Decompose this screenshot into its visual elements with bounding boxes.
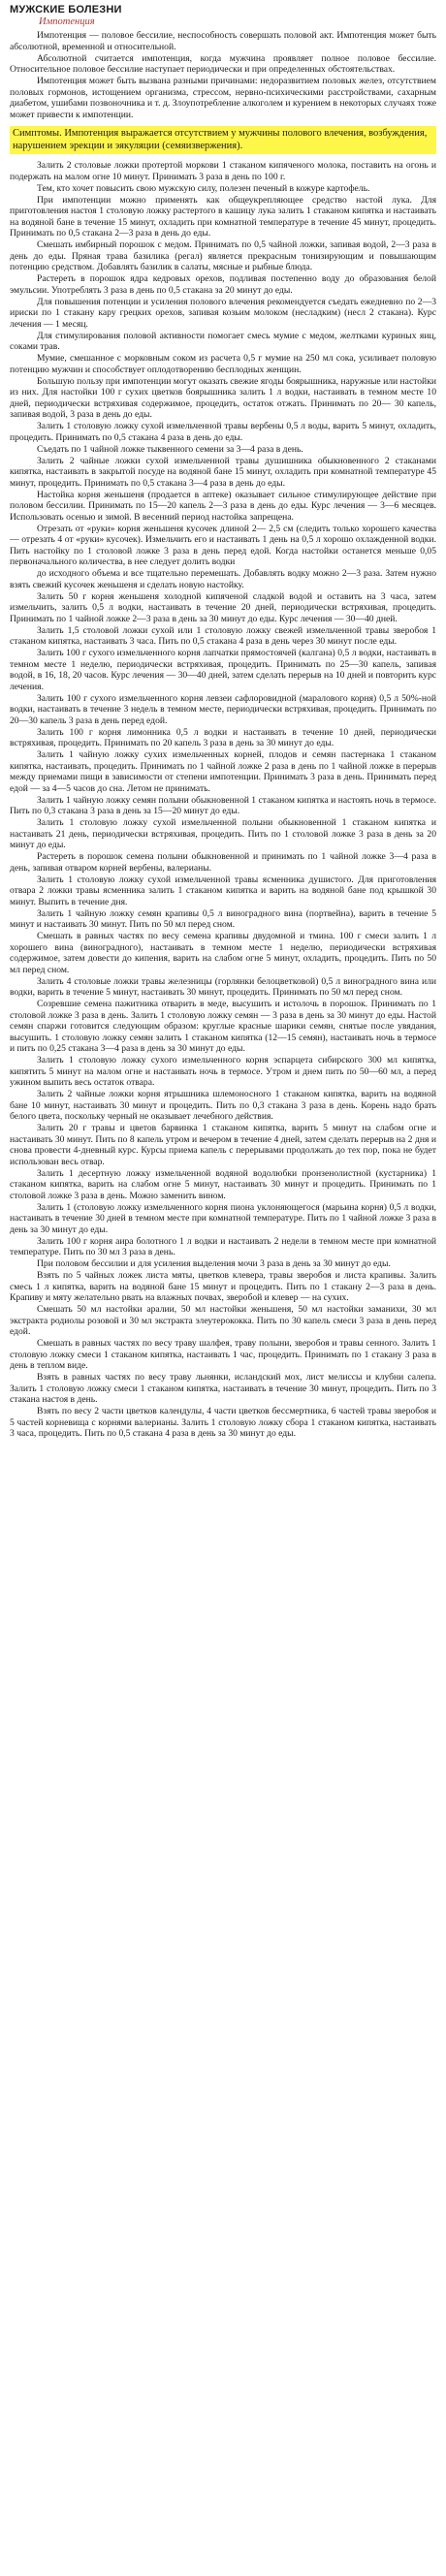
remedy-paragraph: При половом бессилии и для усиления выделения мочи 3 раза в день за 30 минут до еды. xyxy=(37,1258,391,1269)
remedy-paragraph: Залить 100 г сухого измельченного корня лапчатки прямостоячей (калгана) 0,5 л водки, настаивать в темном месте 1 неделю, периодически встряхивая, процедить. Принимать по 25—30 капель, запивая водой, в 16, 18, 20 часов. Курс лечения — 30—40 дней, затем сделать перерыв на 10 дней и повторить курс лечения. xyxy=(10,648,436,692)
remedy-paragraph: Отрезать от «руки» корня женьшеня кусочек длиной 2— 2,5 см (следить только хорошего качества — отрезать 4 от «руки» кусочек). Измельчить его и настаивать 1 день на 0,5 л хорошо охлажденной водки. Пить настойку по 1 столовой ложке 3 раза в день перед едой. Когда настойки останется меньше 0,05 первоначального количества, в нее следует долить водки xyxy=(10,523,436,567)
remedy-paragraph: Залить 1 чайную ложку сухих измельченных корней, плодов и семян пастернака 1 стаканом кипятка, настаивать, процедить. Принимать по 1 чайной ложке 2 раза в день по 1 чайной ложке в перерыв между приемами пищи в зависимости от степени импотенции. Принимать 3 раза в день. Принимать перед едой — за 4—5 часов до сна. Летом не принимать. xyxy=(10,749,436,794)
remedy-paragraph: Смешать в равных частях по весу семена крапивы двудомной и тмина. 100 г смеси залить 1 л хорошего вина (виноградного), настаивать в темном месте 1 неделю, периодически встряхивая содержимое, затем довести до кипения, варить на слабом огне 5 минут, охладить, процедить. Пить по 50 мл перед сном. xyxy=(10,931,436,975)
remedy-paragraph: Залить 1 столовую ложку сухой измельченной травы ясменника душистого. Для приготовления отвара 2 ложки травы ясменника залить 1 стаканом кипятка и варить на водяной бане под крышкой 30 минут. Выпить в течение дня. xyxy=(10,874,436,907)
remedy-paragraph: Залить 1,5 столовой ложки сухой или 1 столовую ложку свежей измельченной травы зверобоя 1 стаканом кипятка, настаивать 3 часа. Пить по 0,5 стакана 4 раза в день через 30 минут после еды. xyxy=(10,624,436,647)
remedy-paragraph: Для повышения потенции и усиления полового влечения рекомендуется съедать ежедневно по 2—3 ириски по 1 стакану кару грецких орехов, запивая козьим молоком (несладким) (несл 2 стакана). Курс лечения — 1 месяц. xyxy=(10,296,436,330)
remedy-paragraph: Залить 2 столовые ложки протертой моркови 1 стаканом кипяченого молока, поставить на огонь и подержать на малом огне 10 минут. Принимать 3 раза в день по 100 г. xyxy=(10,160,436,182)
remedy-paragraph: Созревшие семена пажитника отварить в меде, высушить и истолочь в порошок. Принимать по 1 столовой ложке 3 раза в день. Залить 1 столовую ложку семян — 3 раза в день за 30 минут до еды. Настой семян спаржи готовится следующим образом: круглые красные шарики семян, снятые после увядания, высушить. 1 столовую ложку семян залить 1 стаканом кипятка (12—15 семян), настаивать ночь в термосе и пить по 0,25 стакана 3—4 раза в день за 30 минут до еды. xyxy=(10,999,436,1054)
remedy-paragraph: Взять по 5 чайных ложек листа мяты, цветков клевера, травы зверобоя и листа крапивы. Залить смесь 1 л кипятка, варить на водяной бане 15 минут и процедить. Пить по 1 стакану 2—3 раза в день. Крапиву и мяту желательно рвать на влажных почвах, зверобой и клевер — на сухих. xyxy=(10,1270,436,1303)
remedy-paragraph: Большую пользу при импотенции могут оказать свежие ягоды боярышника, наружные или настойки из них. Для настойки 100 г сухих цветков боярышника залить 1 л водки, настаивать в темном месте 10 дней, периодически встряхивая содержимое, процедить, остаток отжать. Принимать по 20— 30 капель, запивая водой, 3 раза в день до еды. xyxy=(10,375,436,420)
remedy-paragraph: Залить 1 десертную ложку измельченной водяной водолюбки пронзенолистной (кустарника) 1 стаканом кипятка, варить на слабом огне 5 минут, настаивать 30 минут и процедить. Принимать по 1 столовой ложке 3 раза в день. Можно заменить вином. xyxy=(10,1167,436,1201)
remedy-paragraph: Залить 50 г корня женьшеня холодной кипяченой сладкой водой и оставить на 3 часа, затем измельчить, залить 0,5 л водки, настаивать в течение 20 дней, периодически встряхивая, процедить. Принимать по 1 чайной ложке 2—3 раза в день за 30 минут до еды. Курс лечения — 30—40 дней. xyxy=(10,590,436,624)
intro-paragraph: Импотенция может быть вызвана разными причинами: недоразвитием половых желез, отсутствием половых гормонов, истощением организма, стрессом, нервно-психическими расстройствами, сахарным диабетом, ушибами позвоночника и т. д. Злоупотребление алкоголем и курением в некоторых случаях тоже может привести к импотенции. xyxy=(10,76,436,120)
remedy-paragraph: Мумие, смешанное с морковным соком из расчета 0,5 г мумие на 250 мл сока, усиливает половую потенцию мужчин и способствует оплодотворению бесплодных женщин. xyxy=(10,353,436,375)
remedy-paragraph: до исходного объема и все тщательно перемешать. Добавлять водку можно 2—3 раза. Затем нужно взять свежий кусочек женьшеня и сделать новую настойку. xyxy=(10,568,436,590)
remedy-paragraph: Залить 4 столовые ложки травы железницы (горлянки белоцветковой) 0,5 л виноградного вина или водки, варить в течение 5 минут, настаивать 30 минут, процедить. Принимать по 50 мл перед сном. xyxy=(10,975,436,998)
remedies-list xyxy=(10,160,436,1440)
remedy-paragraph: Смешать имбирный порошок с медом. Принимать по 0,5 чайной ложки, запивая водой, 2—3 раза в день до еды. Пряная трава базилика (регал) является прекрасным тонизирующим и повышающим потенцию средством. Добавлять базилик в салаты, мясные и рыбные блюда. xyxy=(10,239,436,272)
section-subtitle: Импотенция xyxy=(39,16,95,27)
remedy-paragraph: Залить 1 (столовую ложку измельченного корня пиона уклоняющегося (марьина корня) 0,5 л водки, настаивать в течение 30 дней в темном месте при комнатной температуре. Пить по 1 чайной ложке 3 раза в день за 30 минут до еды. xyxy=(10,1201,436,1235)
remedy-paragraph: Залить 100 г сухого измельченного корня левзеи сафлоровидной (маралового корня) 0,5 л 50%-ной водки, настаивать в течение 3 недель в темном месте, периодически встряхивая, процедить. Принимать по 20—30 капель 3 раза в день перед едой. xyxy=(10,692,436,726)
remedy-paragraph: Залить 1 столовую ложку сухой измельченной полыни обыкновенной 1 стаканом кипятка и настаивать 21 день, периодически встряхивая, процедить. Пить по 1 столовой ложке 3 раза в день за 20 минут до еды. xyxy=(10,817,436,850)
remedy-paragraph: Смешать 50 мл настойки аралии, 50 мл настойки женьшеня, 50 мл настойки заманихи, 30 мл экстракта родиолы розовой и 30 мл экстракта элеутерококка. Пить по 30 капель смеси 3 раза в день перед едой. xyxy=(10,1304,436,1337)
remedy-paragraph: Залить 100 г корня аира болотного 1 л водки и настаивать 2 недели в темном месте при комнатной температуре. Пить по 30 мл 3 раза в день. xyxy=(10,1235,436,1257)
remedy-paragraph: Растереть в порошок ядра кедровых орехов, подливая постепенно воду до образования белой эмульсии. Употреблять 3 раза в день по 0,5 стакана за 20 минут до еды. xyxy=(10,273,436,296)
intro-paragraph: Импотенция — половое бессилие, неспособность совершать половой акт. Импотенция может быть абсолютной, временной и относительной. xyxy=(10,30,436,52)
remedy-paragraph: Взять по весу 2 части цветков календулы, 4 части цветков бессмертника, 6 частей травы зверобоя и 5 частей корневища с корнями валерианы. Залить 1 столовую ложку сбора 1 стаканом кипятка, настаивать 3 часа, процедить. Пить по 0,5 стакана 4 раза в день за 30 минут до еды. xyxy=(10,1406,436,1439)
remedy-paragraph: Залить 1 столовую ложку сухого измельченного корня эспарцета сибирского 300 мл кипятка, кипятить 5 минут на малом огне и настаивать ночь в термосе. Утром и днем пить по 50—60 мл, а перед ужином выпить весь остаток отвара. xyxy=(10,1055,436,1088)
intro-paragraph: Абсолютной считается импотенция, когда мужчина проявляет полное половое бессилие. Относительное половое бессилие наступает периодически и при определенных обстоятельствах. xyxy=(10,52,436,75)
remedy-paragraph: Для стимулирования половой активности помогает смесь мумие с медом, желтками куриных яиц, соками трав. xyxy=(10,330,436,352)
remedy-paragraph: Растереть в порошок семена полыни обыкновенной и принимать по 1 чайной ложке 3—4 раза в день, запивая отваром корней вербены, валерианы. xyxy=(10,851,436,874)
remedy-paragraph: Залить 1 чайную ложку семян крапивы 0,5 л виноградного вина (портвейна), варить в течение 5 минут и настаивать 30 минут. Пить по 50 мл перед сном. xyxy=(10,907,436,930)
remedy-paragraph: Съедать по 1 чайной ложке тыквенного семени за 3—4 раза в день. xyxy=(37,443,303,455)
intro-block xyxy=(10,30,436,120)
remedy-paragraph: Залить 2 чайные ложки корня ятрышника шлемоносного 1 стаканом кипятка, варить на водяной бане 10 минут, настаивать 30 минут и процедить. Пить по 0,3 стакана 3 раза в день. Корень надо брать белого цвета, поскольку черный не оказывает лечебного действия. xyxy=(10,1089,436,1122)
remedy-paragraph: Залить 1 столовую ложку сухой измельченной травы вербены 0,5 л воды, варить 5 минут, охладить, процедить. Принимать по 0,5 стакана 4 раза в день до еды. xyxy=(10,421,436,443)
remedy-paragraph: Залить 2 чайные ложки сухой измельченной травы душишника обыкновенного 2 стаканами кипятка, настаивать в закрытой посуде на водяной бане 15 минут, охладить при комнатной температуре 45 минут, процедить. Принимать по 0,5 стакана 3—4 раза в день до еды. xyxy=(10,455,436,489)
remedy-paragraph: Взять в равных частях по весу траву льнянки, исландский мох, лист мелиссы и клубни салепа. Залить 1 столовую ложку смеси 1 стаканом кипятка, настаивать в течение 30 минут, процедить. Пить по 3 стакана настоя в день. xyxy=(10,1372,436,1405)
remedy-paragraph: Тем, кто хочет повысить свою мужскую силу, полезен печеный в кожуре картофель. xyxy=(37,182,370,194)
page-title: МУЖСКИЕ БОЛЕЗНИ xyxy=(10,4,122,16)
remedy-paragraph: Залить 100 г корня лимонника 0,5 л водки и настаивать в течение 10 дней, периодически встряхивая, процедить. Принимать по 20 капель 3 раза в день за 30 минут до еды. xyxy=(10,726,436,748)
remedy-paragraph: Залить 20 г травы и цветов барвинка 1 стаканом кипятка, варить 5 минут на слабом огне и настаивать 30 минут. Пить по 8 капель утром и вечером в течение 4 дней, затем сделать перерыв на 2 дня и снова провести 4-дневный курс. Курсы приема капель с перерывами продолжать до тех пор, пока не будет использован весь отвар. xyxy=(10,1123,436,1167)
remedy-paragraph: Залить 1 чайную ложку семян полыни обыкновенной 1 стаканом кипятка и настоять ночь в термосе. Пить по 0,3 стакана 3 раза в день за 15—20 минут до еды. xyxy=(10,794,436,816)
remedy-paragraph: Настойка корня женьшеня (продается в аптеке) оказывает сильное стимулирующее действие при половом бессилии. Принимать по 15—20 капель 2—3 раза в день до еды. Курс лечения — 3—6 месяцев. Использовать осенью и зимой. В весенний период настойка запрещена. xyxy=(10,489,436,523)
remedy-paragraph: Смешать в равных частях по весу траву шалфея, траву полыни, зверобоя и травы сенного. Залить 1 столовую ложку смеси 1 стаканом кипятка, настаивать 1 час, процедить. Принимать по 1 стакану 3 раза в день в теплом виде. xyxy=(10,1338,436,1371)
symptoms-highlight: Симптомы. Импотенция выражается отсутствием у мужчины полового влечения, возбуждения, нарушением эрекции и эякуляции (семяизвержения). xyxy=(10,126,436,154)
remedy-paragraph: При импотенции можно применять как общеукрепляющее средство настой лука. Для приготовления настоя 1 столовую ложку растертого в кашицу лука залить 1 стаканом кипятка и настаивать на водяной бане в течение 15 минут, охладить при комнатной температуре в течение 45 минут, процедить. Принимать по 0,5 стакана 2—3 раза в день до еды. xyxy=(10,194,436,239)
